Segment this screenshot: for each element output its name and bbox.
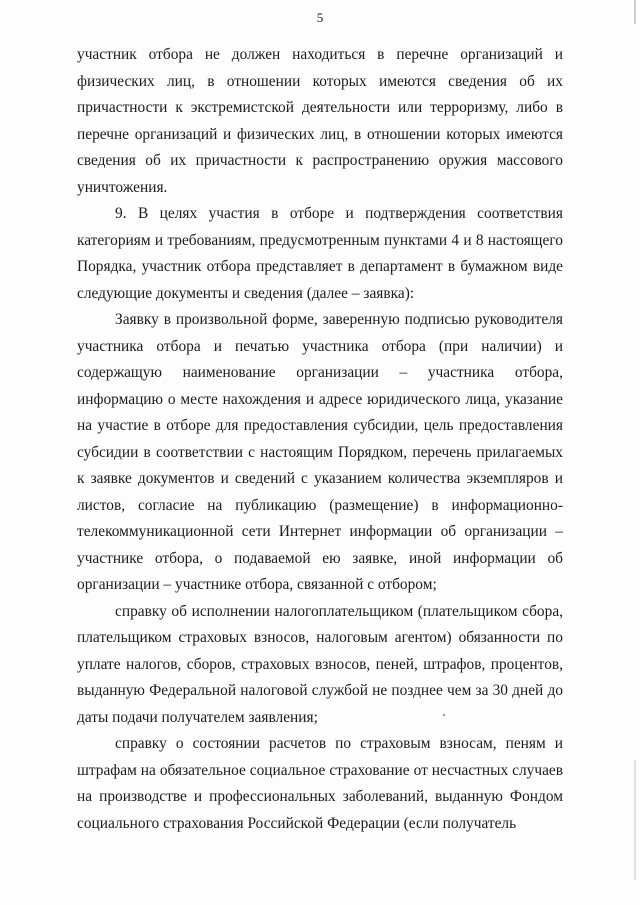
scan-speck (443, 714, 445, 716)
scan-artifact (634, 0, 636, 24)
scan-artifact (634, 760, 636, 880)
document-body (77, 42, 563, 837)
paragraph-insurance-certificate: справку о состоянии расчетов по страховым взносам, пеням и штрафам на обязательное социальное страхование от несчастных случаев на производстве и профессиональных заболеваний, выданную Фондом социального страхования Российской Федерации (если получатель (77, 735, 563, 832)
paragraph-application: Заявку в произвольной форме, заверенную подписью руководителя участника отбора и печатью участника отбора (при наличии) и содержащую наименование организации – участника отбора, информацию о месте нахождения и адресе юридического лица, указание на участие в отборе для предоставления субсидии, цель предоставления субсидии в соответствии с настоящим Порядком, перечень прилагаемых к заявке документов и сведений с указанием количества экземпляров и листов, согласие на публикацию (размещение) в информационно-телекоммуникационной сети Интернет информации об организации – участнике отбора, о подаваемой ею заявке, иной информации об организации – участнике отбора, связанной с отбором; (77, 311, 563, 593)
paragraph-continuation: участник отбора не должен находиться в перечне организаций и физических лиц, в отношении которых имеются сведения об их причастности к экстремистской деятельности или терроризму, либо в перечне организаций и физических лиц, в отношении которых имеются сведения об их причастности к распространению оружия массового уничтожения. (77, 46, 563, 196)
paragraph-tax-certificate: справку об исполнении налогоплательщиком (плательщиком сбора, плательщиком страховых взносов, налоговым агентом) обязанности по уплате налогов, сборов, страховых взносов, пеней, штрафов, процентов, выданную Федеральной налоговой службой не позднее чем за 30 дней до даты подачи получателем заявления; (77, 602, 563, 726)
paragraph-item-9: 9. В целях участия в отборе и подтверждения соответствия категориям и требованиям, предусмотренным пунктами 4 и 8 настоящего Порядка, участник отбора представляет в департамент в бумажном виде следующие документы и сведения (далее – заявка): (77, 205, 563, 302)
page-number: 5 (316, 10, 324, 25)
